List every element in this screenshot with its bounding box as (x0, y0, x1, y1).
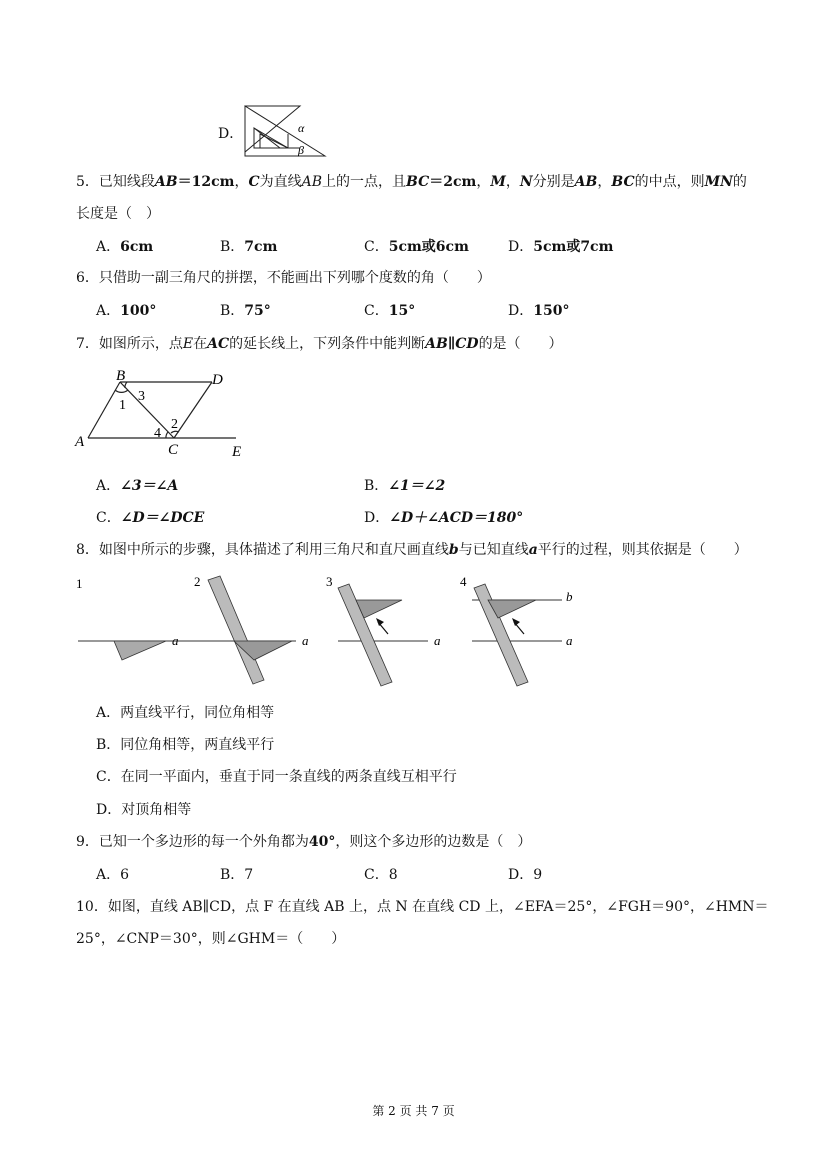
q8-option-b[interactable]: B．同位角相等，两直线平行 (96, 737, 275, 753)
q5-option-c[interactable]: C．5cm或6cm (364, 239, 469, 255)
point-e-label: E (232, 444, 242, 460)
q5-option-d[interactable]: D．5cm或7cm (508, 239, 614, 255)
step-3-label: 3 (326, 574, 333, 589)
q8-question: 8．如图中所示的步骤，具体描述了利用三角尺和直尺画直线b与已知直线a平行的过程，则其依据是（ ） (76, 542, 748, 558)
angle-4-label: 4 (154, 426, 161, 441)
step-2-ruler (208, 576, 264, 684)
step-1-triangle (114, 641, 166, 660)
q10-question-line1: 10．如图，直线 AB∥CD，点 F 在直线 AB 上，点 N 在直线 CD 上，∠EFA＝25°，∠FGH＝90°，∠HMN＝ (76, 899, 769, 915)
q4-option-d-figure (240, 104, 332, 160)
angle-3-arc (125, 382, 127, 388)
q10-question-line2: 25°，∠CNP＝30°，则∠GHM＝（ ） (76, 931, 346, 947)
point-d-label: D (212, 372, 223, 388)
q5-question: 5．已知线段AB＝12cm，C为直线AB上的一点，且BC＝2cm，M，N分别是AB，BC的中点，则MN的 (76, 174, 747, 190)
q6-option-d[interactable]: D．150° (508, 303, 570, 319)
angle-2-label: 2 (171, 417, 178, 432)
point-c-label: C (168, 442, 179, 458)
step-2-line-a-label: a (302, 633, 309, 648)
q7-option-c[interactable]: C．∠D＝∠DCE (96, 510, 205, 526)
step-4-line-a-label: a (566, 633, 573, 648)
step-3-ruler (338, 584, 392, 686)
angle-1-arc (115, 390, 128, 392)
q9-option-a[interactable]: A．6 (96, 867, 130, 883)
q6-option-a[interactable]: A．100° (96, 303, 157, 319)
q9-option-b[interactable]: B．7 (220, 867, 254, 883)
step-3-triangle (356, 600, 402, 618)
q5-question-line2: 长度是（ ） (76, 206, 160, 222)
q9-option-c[interactable]: C．8 (364, 867, 398, 883)
step-4-label: 4 (460, 574, 467, 589)
q4-option-d-label: D． (218, 126, 244, 142)
angle-4-arc (166, 432, 168, 438)
q6-question: 6．只借助一副三角尺的拼摆，不能画出下列哪个度数的角（ ） (76, 270, 491, 286)
step-2-label: 2 (194, 574, 201, 589)
q7-option-d[interactable]: D．∠D＋∠ACD＝180° (364, 510, 524, 526)
alpha-label: α (298, 121, 305, 135)
triangle-ruler-45 (245, 106, 300, 152)
q9-question: 9．已知一个多边形的每一个外角都为40°，则这个多边形的边数是（ ） (76, 834, 532, 850)
beta-label: β (298, 143, 304, 157)
q8-option-a[interactable]: A．两直线平行，同位角相等 (96, 705, 275, 721)
step-1-line-a-label: a (172, 633, 179, 648)
step-4-ruler (474, 584, 528, 686)
q5-option-b[interactable]: B．7cm (220, 239, 278, 255)
page-footer: 第 2 页 共 7 页 (372, 1104, 455, 1118)
q7-figure (70, 366, 260, 460)
q8-figure (70, 572, 590, 690)
q7-question: 7．如图所示，点E在AC的延长线上，下列条件中能判断AB∥CD的是（ ） (76, 336, 563, 352)
point-a-label: A (75, 434, 85, 450)
q6-option-c[interactable]: C．15° (364, 303, 416, 319)
q8-option-c[interactable]: C．在同一平面内，垂直于同一条直线的两条直线互相平行 (96, 769, 457, 785)
q7-option-b[interactable]: B．∠1＝∠2 (364, 478, 446, 494)
q8-option-d[interactable]: D．对顶角相等 (96, 802, 192, 818)
segment-dc (174, 382, 212, 438)
q5-option-a[interactable]: A．6cm (96, 239, 154, 255)
angle-3-label: 3 (138, 389, 145, 404)
q6-option-b[interactable]: B．75° (220, 303, 271, 319)
step-4-line-b-label: b (566, 589, 573, 604)
q7-option-a[interactable]: A．∠3＝∠A (96, 478, 179, 494)
angle-1-label: 1 (119, 398, 126, 413)
point-b-label: B (116, 368, 126, 384)
step-3-line-a-label: a (434, 633, 441, 648)
step-1-label: 1 (76, 576, 83, 591)
q9-option-d[interactable]: D．9 (508, 867, 543, 883)
